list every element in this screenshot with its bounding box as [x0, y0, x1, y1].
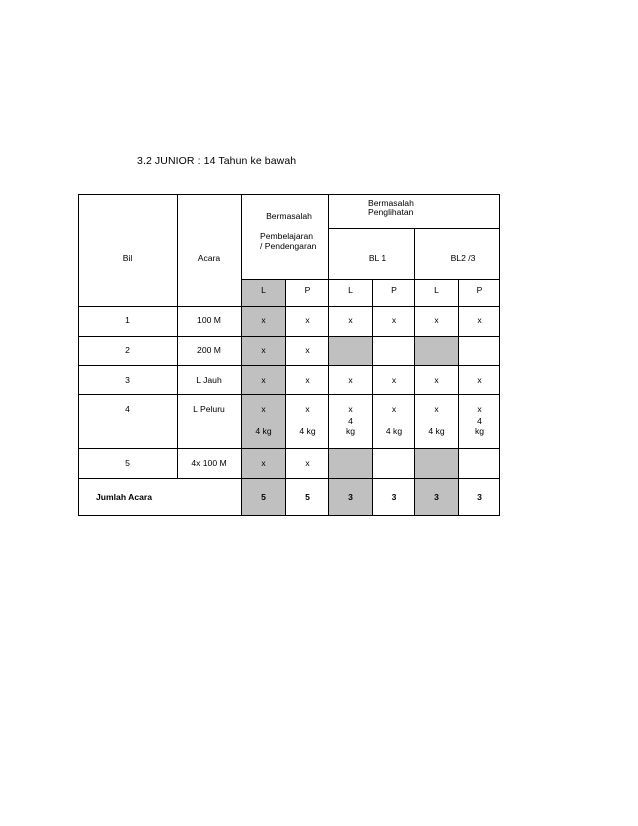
row-bil: 5 — [125, 458, 130, 468]
row-cell: x — [305, 375, 310, 385]
row-cell: x — [305, 404, 310, 414]
total-cell: 3 — [434, 492, 439, 502]
row-bil: 1 — [125, 315, 130, 325]
shade-col-l5 — [415, 449, 458, 515]
sub-header-cell: L — [434, 285, 439, 295]
total-cell: 5 — [261, 492, 266, 502]
sub-header-cell: P — [476, 285, 483, 295]
row-bil: 4 — [125, 404, 130, 414]
row-cell: x — [261, 345, 266, 355]
shade-col-l2 — [329, 337, 372, 365]
row-cell: x — [261, 458, 266, 468]
total-label: Jumlah Acara — [96, 492, 153, 502]
row-cell: x — [391, 375, 397, 385]
row-cell: x — [391, 404, 397, 414]
sub-header-cell: P — [391, 285, 397, 295]
shade-col-l3 — [415, 337, 458, 365]
row-cell: x — [434, 375, 439, 385]
header-acara: Acara — [197, 253, 221, 263]
row-cell: x — [434, 315, 439, 325]
row-kg: 4 kg — [299, 426, 316, 436]
row-bil: 2 — [125, 345, 130, 355]
row-cell: x — [261, 375, 266, 385]
row-kg: kg — [345, 426, 356, 436]
row-acara: 100 M — [197, 315, 221, 325]
row-acara: 4x 100 M — [191, 458, 227, 468]
header-bil: Bil — [122, 253, 133, 263]
section-title: 3.2 JUNIOR : 14 Tahun ke bawah — [137, 155, 297, 167]
sub-header-cell: P — [304, 285, 311, 295]
header-bl23: BL2 /3 — [450, 253, 476, 263]
header-penglihatan-2: Penglihatan — [368, 207, 414, 217]
row-cell: x — [348, 315, 353, 325]
row-cell: x — [305, 315, 310, 325]
row-kg: 4 — [477, 416, 482, 426]
row-cell: x — [391, 315, 397, 325]
sub-header-cell: L — [348, 285, 353, 295]
row-cell: x — [261, 315, 266, 325]
total-cell: 3 — [391, 492, 397, 502]
header-pendengaran: / Pendengaran — [260, 241, 317, 251]
sub-header-cell: L — [261, 285, 266, 295]
total-cell: 3 — [477, 492, 482, 502]
header-pembelajaran: Pembelajaran — [260, 231, 314, 241]
row-kg: 4 kg — [428, 426, 445, 436]
header-penglihatan-1: Bermasalah — [368, 198, 414, 208]
row-cell: x — [477, 375, 482, 385]
row-cell: x — [305, 345, 310, 355]
row-kg: kg — [474, 426, 485, 436]
row-cell: x — [261, 404, 266, 414]
header-bl1: BL 1 — [368, 253, 387, 263]
row-acara: L Jauh — [196, 375, 222, 385]
row-cell: x — [348, 404, 353, 414]
row-acara: L Peluru — [193, 404, 225, 414]
row-cell: x — [305, 458, 310, 468]
row-cell: x — [348, 375, 353, 385]
row-cell: x — [477, 315, 482, 325]
row-kg: 4 kg — [385, 426, 403, 436]
header-bermasalah: Bermasalah — [266, 211, 312, 221]
row-cell: x — [477, 404, 482, 414]
row-acara: 200 M — [197, 345, 221, 355]
row-cell: x — [434, 404, 439, 414]
row-kg: 4 — [348, 416, 353, 426]
row-kg: 4 kg — [255, 426, 272, 436]
shade-col-l4 — [329, 449, 372, 515]
total-cell: 5 — [305, 492, 310, 502]
total-cell: 3 — [348, 492, 353, 502]
row-bil: 3 — [125, 375, 130, 385]
